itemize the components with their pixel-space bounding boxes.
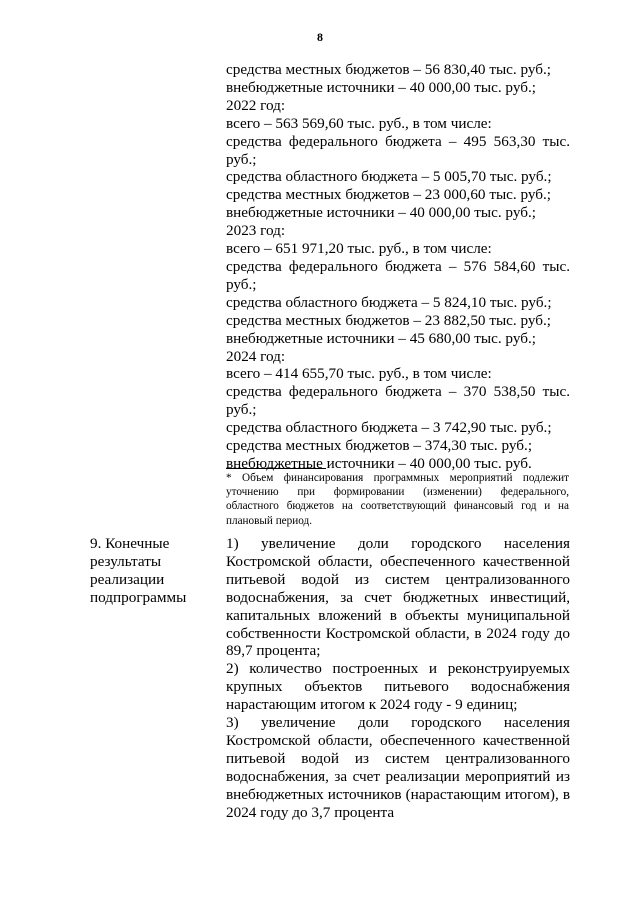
financing-line: 2022 год: bbox=[226, 96, 286, 114]
financing-line: руб.; bbox=[226, 275, 257, 293]
financing-line: всего – 651 971,20 тыс. руб., в том числе: bbox=[226, 240, 492, 258]
financing-line: средства местных бюджетов – 23 882,50 тыс. руб.; bbox=[226, 311, 552, 329]
result-line: 2024 году до 3,7 процента bbox=[226, 803, 395, 821]
financing-line: внебюджетные источники – 40 000,00 тыс. руб.; bbox=[226, 78, 536, 96]
financing-line: средства федерального бюджета – 576 584,60 тыс. bbox=[226, 257, 570, 275]
financing-block bbox=[226, 61, 570, 473]
result-line: 3) увеличение доли городского населения bbox=[226, 714, 570, 732]
footnote-line: * Объем финансирования программных мероприятий подлежит bbox=[226, 472, 569, 484]
financing-line: руб.; bbox=[226, 150, 257, 168]
financing-line: средства федерального бюджета – 495 563,30 тыс. bbox=[226, 132, 570, 150]
financing-line: средства местных бюджетов – 56 830,40 тыс. руб.; bbox=[226, 61, 552, 78]
financing-line: 2024 год: bbox=[226, 347, 286, 365]
result-line: Костромской области, обеспеченного качественной bbox=[226, 552, 570, 570]
financing-line: средства областного бюджета – 5 824,10 тыс. руб.; bbox=[226, 293, 552, 311]
result-line: нарастающим итогом к 2024 году - 9 единиц; bbox=[226, 696, 518, 714]
footnote-line: областного бюджетов на соответствующий финансовый год и на bbox=[226, 500, 569, 513]
section-label-line: 9. Конечные bbox=[90, 535, 170, 552]
section-label-line: реализации bbox=[90, 570, 165, 588]
result-line: крупных объектов питьевого водоснабжения bbox=[226, 678, 570, 696]
financing-line: средства областного бюджета – 5 005,70 тыс. руб.; bbox=[226, 168, 552, 186]
footnote-line: уточнению при формировании (изменении) федерального, bbox=[226, 486, 569, 499]
section-label-line: результаты bbox=[90, 552, 162, 570]
result-line: водоснабжения, за счет реализации мероприятий из bbox=[226, 767, 570, 785]
result-line: Костромской области, обеспеченного качественной bbox=[226, 731, 570, 749]
section-label bbox=[90, 535, 220, 607]
result-line: 1) увеличение доли городского населения bbox=[226, 535, 570, 552]
financing-line: средства областного бюджета – 3 742,90 тыс. руб.; bbox=[226, 419, 552, 437]
result-line: 2) количество построенных и реконструируемых bbox=[226, 660, 570, 678]
financing-line: всего – 563 569,60 тыс. руб., в том числе: bbox=[226, 114, 492, 132]
footnote bbox=[226, 471, 569, 528]
result-line: капитальных вложений в объекты муниципальной bbox=[226, 606, 570, 624]
financing-line: руб.; bbox=[226, 401, 257, 419]
financing-line: средства местных бюджетов – 23 000,60 тыс. руб.; bbox=[226, 186, 552, 204]
financing-line: средства местных бюджетов – 374,30 тыс. руб.; bbox=[226, 437, 533, 455]
result-line: 89,7 процента; bbox=[226, 642, 321, 660]
financing-line: внебюджетные источники – 40 000,00 тыс. руб.; bbox=[226, 204, 536, 222]
financing-line: внебюджетные источники – 45 680,00 тыс. руб.; bbox=[226, 329, 536, 347]
result-line: водоснабжения, за счет бюджетных инвестиций, bbox=[226, 588, 570, 606]
section-label-line: подпрограммы bbox=[90, 588, 187, 606]
financing-line: всего – 414 655,70 тыс. руб., в том числе: bbox=[226, 365, 492, 383]
result-line: собственности Костромской области, в 2024 году до bbox=[226, 624, 570, 642]
footnote-divider bbox=[226, 468, 326, 469]
page-number: 8 bbox=[317, 30, 323, 44]
result-line: внебюджетных источников (нарастающим итогом), в bbox=[226, 785, 570, 803]
result-line: питьевой водой из систем централизованного bbox=[226, 749, 570, 767]
footnote-line: плановый период. bbox=[226, 514, 312, 527]
financing-line: 2023 год: bbox=[226, 222, 286, 240]
results-block bbox=[226, 535, 570, 822]
financing-line: средства федерального бюджета – 370 538,50 тыс. bbox=[226, 383, 570, 401]
financing-line: внебюджетные источники – 40 000,00 тыс. руб. bbox=[226, 454, 532, 472]
result-line: питьевой водой из систем централизованного bbox=[226, 570, 570, 588]
